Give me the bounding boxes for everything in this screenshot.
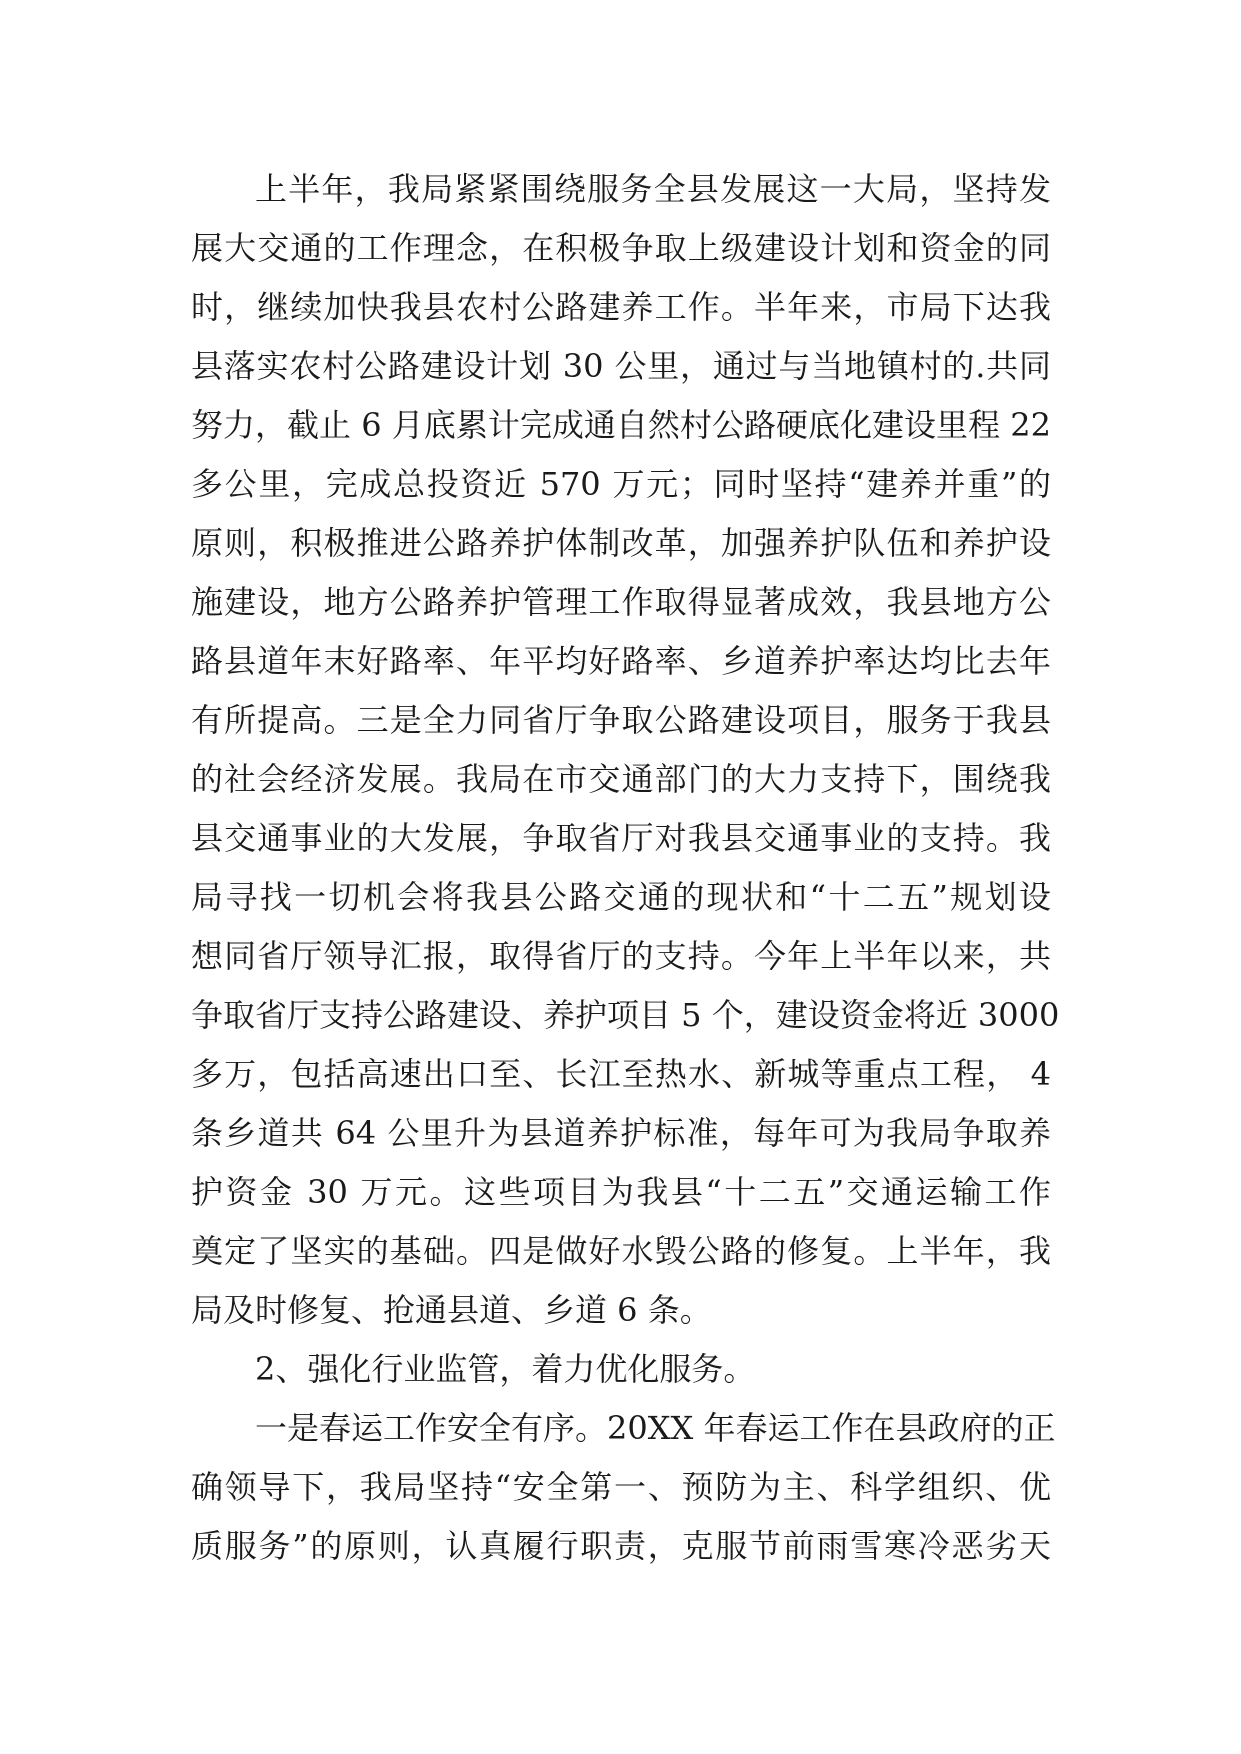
paragraph-line: 县落实农村公路建设计划 30 公里，通过与当地镇村的.共同 <box>191 347 1051 385</box>
paragraph-line: 有所提高。三是全力同省厅争取公路建设项目，服务于我县 <box>191 701 1051 739</box>
paragraph-line: 路县道年末好路率、年平均好路率、乡道养护率达均比去年 <box>191 642 1051 680</box>
paragraph-line: 多公里，完成总投资近 570 万元；同时坚持“建养并重”的 <box>191 465 1051 503</box>
paragraph-line: 时，继续加快我县农村公路建养工作。半年来，市局下达我 <box>191 288 1051 326</box>
paragraph-line: 争取省厅支持公路建设、养护项目 5 个，建设资金将近 3000 <box>191 996 1060 1034</box>
paragraph-line: 护资金 30 万元。这些项目为我县“十二五”交通运输工作 <box>191 1173 1051 1211</box>
paragraph-line: 一是春运工作安全有序。20XX 年春运工作在县政府的正 <box>255 1409 1056 1447</box>
paragraph-line: 的社会经济发展。我局在市交通部门的大力支持下，围绕我 <box>191 760 1051 798</box>
paragraph-line: 努力，截止 6 月底累计完成通自然村公路硬底化建设里程 22 <box>191 406 1051 444</box>
paragraph-line: 质服务”的原则，认真履行职责，克服节前雨雪寒冷恶劣天 <box>191 1527 1051 1565</box>
paragraph-line: 奠定了坚实的基础。四是做好水毁公路的修复。上半年，我 <box>191 1232 1051 1270</box>
paragraph-line: 条乡道共 64 公里升为县道养护标准，每年可为我局争取养 <box>191 1114 1051 1152</box>
paragraph-line: 局及时修复、抢通县道、乡道 6 条。 <box>191 1291 712 1329</box>
document-body <box>191 160 1060 1576</box>
paragraph-line: 展大交通的工作理念，在积极争取上级建设计划和资金的同 <box>191 229 1051 267</box>
paragraph-line: 县交通事业的大发展，争取省厅对我县交通事业的支持。我 <box>191 819 1051 857</box>
paragraph-line: 多万，包括高速出口至、长江至热水、新城等重点工程， 4 <box>191 1055 1051 1093</box>
paragraph-line: 施建设，地方公路养护管理工作取得显著成效，我县地方公 <box>191 583 1051 621</box>
paragraph-line: 上半年，我局紧紧围绕服务全县发展这一大局，坚持发 <box>255 170 1051 208</box>
paragraph-line: 局寻找一切机会将我县公路交通的现状和“十二五”规划设 <box>191 878 1051 916</box>
section-heading: 2、强化行业监管，着力优化服务。 <box>255 1350 756 1388</box>
paragraph-line: 想同省厅领导汇报，取得省厅的支持。今年上半年以来，共 <box>191 937 1051 975</box>
paragraph-line: 原则，积极推进公路养护体制改革，加强养护队伍和养护设 <box>191 524 1051 562</box>
paragraph-line: 确领导下，我局坚持“安全第一、预防为主、科学组织、优 <box>191 1468 1051 1506</box>
